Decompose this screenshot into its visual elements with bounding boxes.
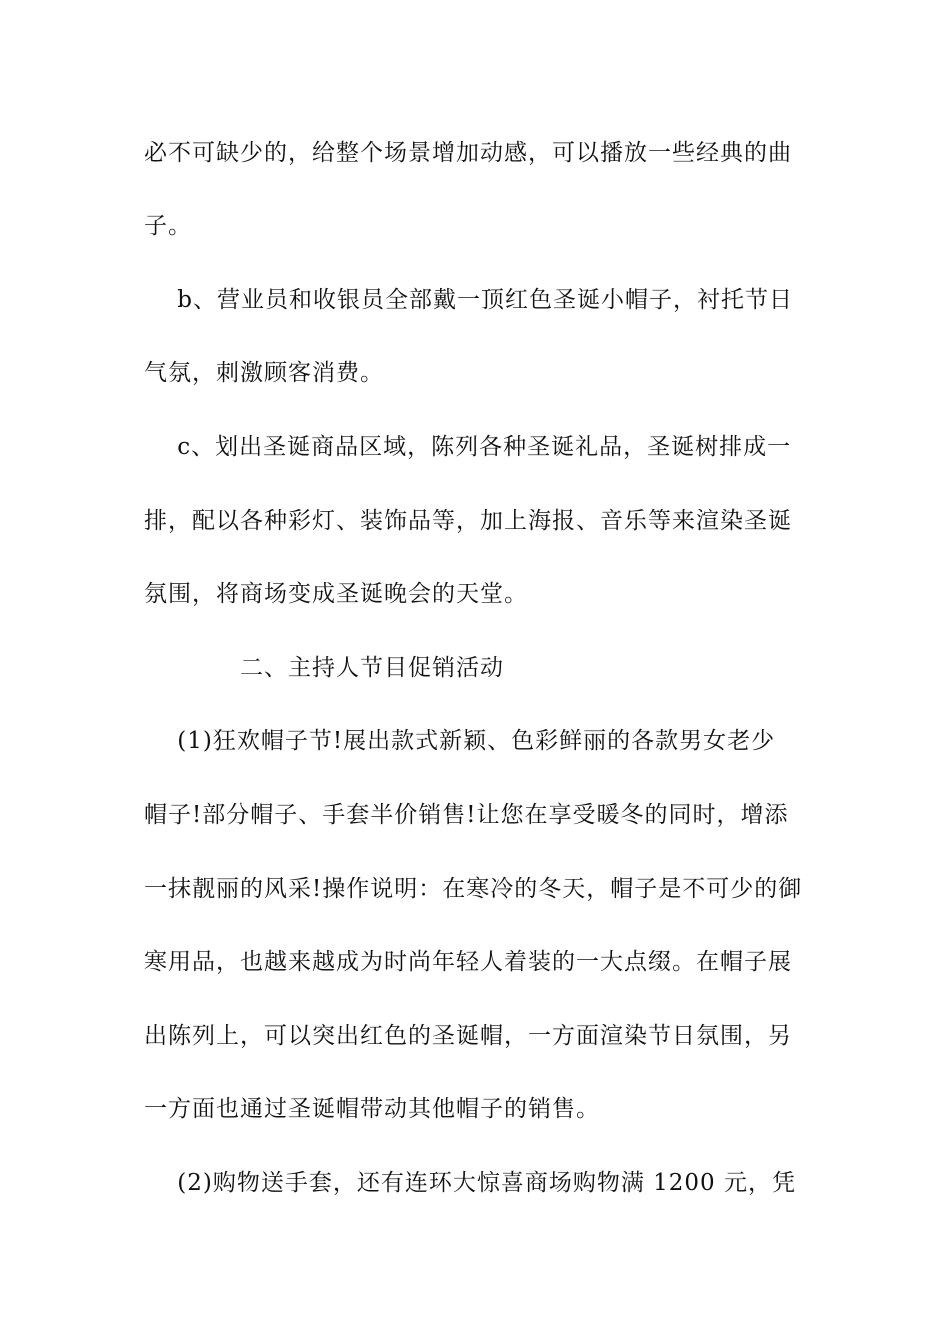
section-heading: 二、主持人节目促销活动	[240, 655, 504, 681]
paragraph-line: 一抹靓丽的风采!操作说明：在寒冷的冬天，帽子是不可少的御	[144, 876, 803, 902]
paragraph-line: 一方面也通过圣诞帽带动其他帽子的销售。	[144, 1096, 600, 1122]
paragraph-line: c、划出圣诞商品区域，陈列各种圣诞礼品，圣诞树排成一	[144, 434, 792, 460]
paragraph-line: 子。	[144, 213, 192, 239]
paragraph-line: 排，配以各种彩灯、装饰品等，加上海报、音乐等来渲染圣诞	[144, 508, 792, 534]
paragraph-line: (2)购物送手套，还有连环大惊喜商场购物满 1200 元，凭	[144, 1170, 796, 1196]
paragraph-line: 出陈列上，可以突出红色的圣诞帽，一方面渲染节日氛围，另	[144, 1023, 792, 1049]
paragraph-line: 气氛，刺激顾客消费。	[144, 360, 384, 386]
paragraph-line: 必不可缺少的，给整个场景增加动感，可以播放一些经典的曲	[144, 140, 792, 166]
paragraph-line: (1)狂欢帽子节!展出款式新颖、色彩鲜丽的各款男女老少	[144, 728, 776, 754]
paragraph-line: 寒用品，也越来越成为时尚年轻人着装的一大点缀。在帽子展	[144, 949, 792, 975]
paragraph-line: b、营业员和收银员全部戴一顶红色圣诞小帽子，衬托节日	[144, 287, 793, 313]
paragraph-line: 氛围，将商场变成圣诞晚会的天堂。	[144, 581, 528, 607]
paragraph-line: 帽子!部分帽子、手套半价销售!让您在享受暖冬的同时，增添	[144, 802, 789, 828]
